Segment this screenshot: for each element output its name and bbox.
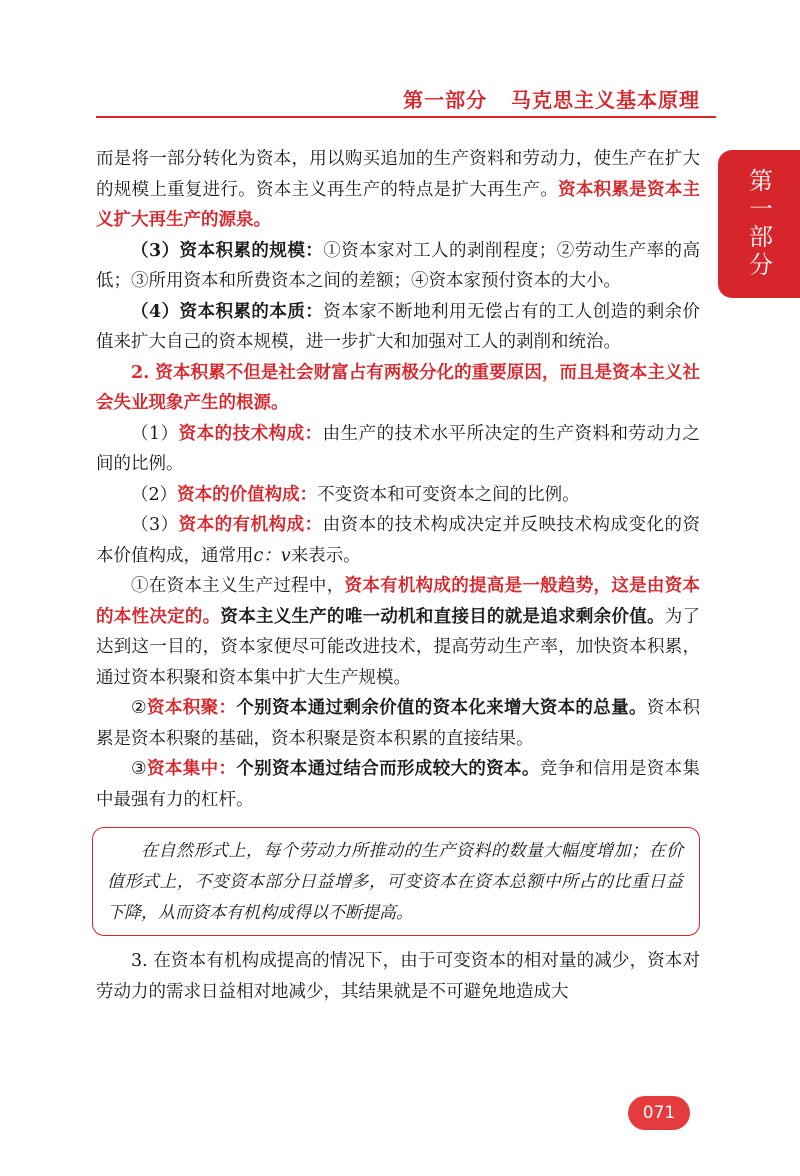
term-red: 资本集中： <box>147 759 237 779</box>
highlight-red: 资本有机构成的提高是一般趋势，这是由资本的本性决定的。 <box>96 576 700 627</box>
page-number: 071 <box>642 1103 676 1123</box>
section-side-tab <box>718 150 800 298</box>
paragraph: 3. 在资本有机构成提高的情况下，由于可变资本的相对量的减少，资本对劳动力的需求日益相对地减少，其结果就是不可避免地造成大 <box>96 951 700 1002</box>
paragraph: （3）资本的有机构成：由资本的技术构成决定并反映技术构成变化的资本价值构成，通常用c：v来表示。 <box>96 515 701 566</box>
side-tab-label: 第一部分 <box>744 168 773 280</box>
term-red: 资本的技术构成： <box>178 423 323 444</box>
header-title: 第一部分 马克思主义基本原理 <box>403 88 700 112</box>
paragraph-red: 2. 资本积累不但是社会财富占有两极分化的重要原因，而且是资本主义社会失业现象产生的根源。 <box>96 362 700 413</box>
term-red: 资本的价值构成： <box>177 484 318 505</box>
paragraph: （3）资本积累的规模：①资本家对工人的剥削程度；②劳动生产率的高低；③所用资本和所费资本之间的差额；④资本家预付资本的大小。 <box>96 240 700 291</box>
formula: c：v <box>253 545 291 566</box>
paragraph: （4）资本积累的本质：资本家不断地利用无偿占有的工人创造的剩余价值来扩大自己的资本规模，进一步扩大和加强对工人的剥削和统治。 <box>96 301 700 352</box>
paragraph: ①在资本主义生产过程中，资本有机构成的提高是一般趋势，这是由资本的本性决定的。资本主义生产的唯一动机和直接目的就是追求剩余价值。为了达到这一目的，资本家便尽可能改进技术，提高劳动生产率，加快资本积累，通过资本积聚和资本集中扩大生产规模。 <box>96 576 701 688</box>
paragraph: 而是将一部分转化为资本，用以购买追加的生产资料和劳动力，使生产在扩大的规模上重复进行。资本主义再生产的特点是扩大再生产。资本积累是资本主义扩大再生产的源泉。 <box>96 149 701 230</box>
paragraph: （2）资本的价值构成：不变资本和可变资本之间的比例。 <box>131 484 580 505</box>
paragraph: ③资本集中：个别资本通过结合而形成较大的资本。竞争和信用是资本集中最强有力的杠杆。 <box>96 759 701 810</box>
highlight-bold: 个别资本通过剩余价值的资本化来增大资本的总量。 <box>236 698 647 718</box>
highlight-red: 资本积累是资本主义扩大再生产的源泉。 <box>96 179 701 230</box>
page-number-badge <box>628 1096 690 1130</box>
term-red: 资本积聚： <box>147 698 237 718</box>
highlight-bold: 资本主义生产的唯一动机和直接目的就是追求剩余价值。 <box>220 606 665 627</box>
paragraph: （1）资本的技术构成：由生产的技术水平所决定的生产资料和劳动力之间的比例。 <box>96 423 701 474</box>
paragraph: ②资本积聚：个别资本通过剩余价值的资本化来增大资本的总量。资本积累是资本积聚的基础，资本积聚是资本积累的直接结果。 <box>96 698 701 749</box>
term-bold: （3）资本积累的规模： <box>131 240 324 261</box>
term-bold: （4）资本积累的本质： <box>131 301 324 322</box>
highlight-bold: 个别资本通过结合而形成较大的资本。 <box>236 759 540 779</box>
page-header <box>96 80 716 118</box>
term-red: 资本的有机构成： <box>178 515 323 535</box>
note-box: 在自然形式上，每个劳动力所推动的生产资料的数量大幅度增加；在价值形式上，不变资本部分日益增多，可变资本在资本总额中所占的比重日益下降，从而资本有机构成得以不断提高。 <box>92 827 700 936</box>
page-content <box>96 144 700 1007</box>
